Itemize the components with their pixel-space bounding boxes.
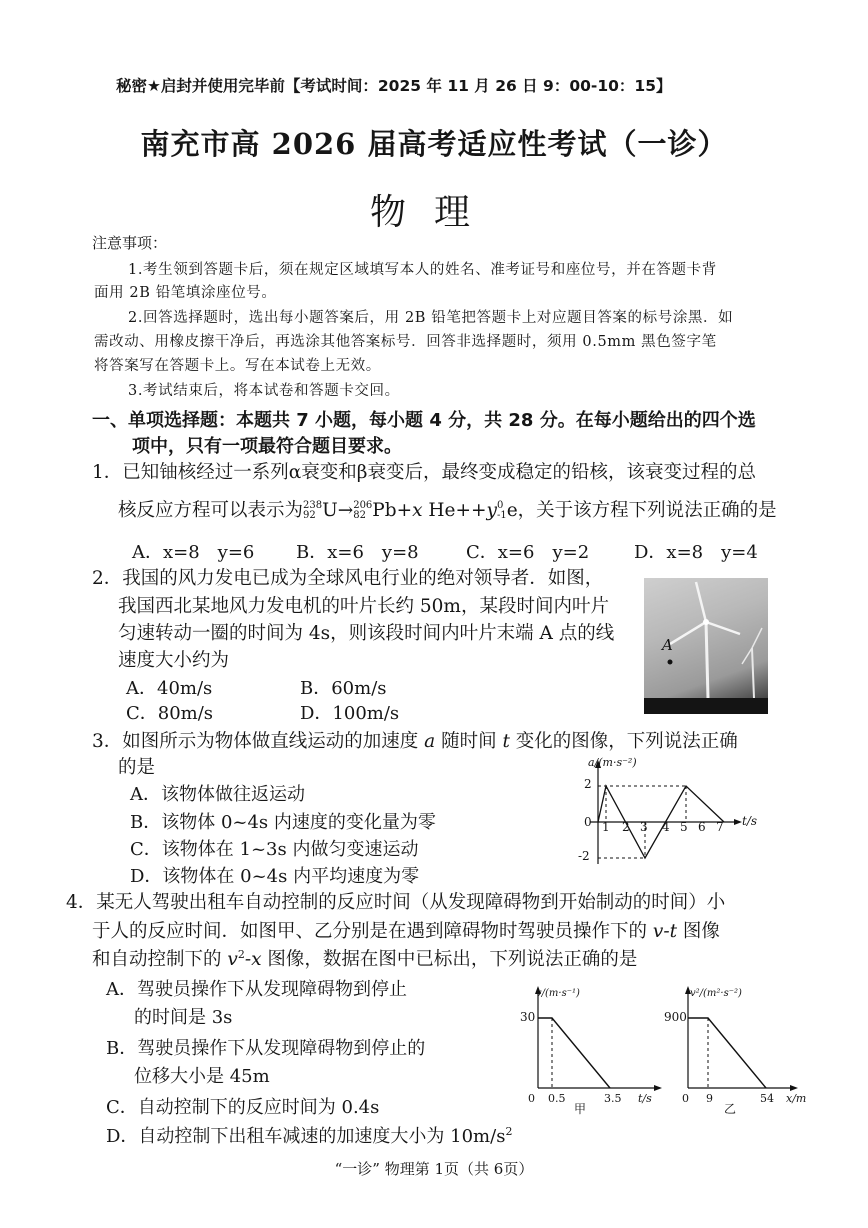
q4-yi-origin: 0 <box>682 1092 689 1105</box>
q3-graph-tick-3: 3 <box>640 820 648 834</box>
q4-line2: 于人的反应时间．如图甲、乙分别是在遇到障碍物时驾驶员操作下的 v-t 图像 <box>92 921 720 942</box>
section1-line2: 项中，只有一项最符合题目要求。 <box>132 436 402 457</box>
q1-option-c: C．x=6 y=2 <box>466 542 590 563</box>
q3-graph-tick-2: 2 <box>622 820 630 834</box>
q2-option-d: D．100m/s <box>300 703 400 724</box>
q4-option-a-line1: A．驾驶员操作下从发现障碍物到停止 <box>106 979 407 1000</box>
q4-jia-x1: 0.5 <box>548 1092 566 1105</box>
q3-graph-y-neg: -2 <box>578 849 590 863</box>
q4-line3: 和自动控制下的 $v^2-x$ 图像，数据在图中已标出，下列说法正确的是 <box>92 947 638 970</box>
notice-item1-line2: 面用 2B 铅笔填涂座位号。 <box>94 285 277 301</box>
q4-yi-y-val: 900 <box>664 1010 687 1024</box>
notice-item2-line2: 需改动、用橡皮擦干净后，再选涂其他答案标号．回答非选择题时，须用 0.5mm 黑色签字笔 <box>94 334 717 350</box>
q3-option-b: B．该物体 0~4s 内速度的变化量为零 <box>130 812 436 833</box>
q4-jia-x2: 3.5 <box>604 1092 622 1105</box>
q4-yi-x1: 9 <box>706 1092 713 1105</box>
page-footer: “一诊” 物理第 1页（共 6页） <box>334 1160 534 1178</box>
q3-graph-tick-5: 5 <box>680 820 688 834</box>
q2-line4: 速度大小约为 <box>118 650 230 671</box>
q4-jia-caption: 甲 <box>574 1102 587 1116</box>
q4-yi-caption: 乙 <box>724 1102 737 1116</box>
q2-line3: 匀速转动一圈的时间为 4s，则该段时间内叶片末端 A 点的线 <box>118 623 615 644</box>
q4-jia-xlabel: t/s <box>638 1092 652 1105</box>
exam-title: 南充市高 2026 届高考适应性考试（一诊） <box>140 127 728 161</box>
q4-jia-y-val: 30 <box>520 1010 536 1024</box>
q4-graph-jia <box>518 984 668 1094</box>
q4-option-c: C．自动控制下的反应时间为 0.4s <box>106 1097 380 1118</box>
q1-equation: 238 92 U→ 206 82 Pb+x He++y 0 -1 e <box>303 500 518 521</box>
point-a-marker <box>668 660 673 665</box>
section1-line1: 一、单项选择题：本题共 7 小题，每小题 4 分，共 28 分。在每小题给出的四个选 <box>92 410 756 431</box>
q3-line2: 的是 <box>118 757 156 778</box>
q3-option-d: D．该物体在 0~4s 内平均速度为零 <box>130 866 420 887</box>
confidential-header: 秘密★启封并使用完毕前【考试时间：2025 年 11 月 26 日 9：00-10：15】 <box>116 77 672 95</box>
q1-line1: 1．已知铀核经过一系列α衰变和β衰变后，最终变成稳定的铅核，该衰变过程的总 <box>92 462 756 483</box>
q3-graph-tick-1: 1 <box>602 820 610 834</box>
q2-option-a: A．40m/s <box>126 678 213 699</box>
q3-graph-tick-7: 7 <box>716 820 724 834</box>
subject-title: 物理 <box>369 192 498 233</box>
q4-jia-origin: 0 <box>528 1092 535 1105</box>
q3-option-a: A．该物体做往返运动 <box>130 784 305 805</box>
q4-option-a-line2: 的时间是 3s <box>134 1007 233 1028</box>
q1-line2: 核反应方程可以表示为 238 92 U→ 206 82 Pb+x He++y 0 -1 e，关于该方程下列说法正确的是 <box>118 500 777 521</box>
q3-option-c: C．该物体在 1~3s 内做匀变速运动 <box>130 839 419 860</box>
q4-yi-x2: 54 <box>760 1092 774 1105</box>
q4-option-d: D．自动控制下出租车减速的加速度大小为 $10m/s^2$ <box>106 1125 513 1147</box>
q2-line1: 2．我国的风力发电已成为全球风电行业的绝对领导者．如图， <box>92 568 604 589</box>
notice-item1-line1: 1.考生领到答题卡后，须在规定区域填写本人的姓名、准考证号和座位号，并在答题卡背 <box>128 262 717 278</box>
q4-yi-xlabel: x/m <box>786 1092 807 1105</box>
point-a-label: A <box>662 636 673 654</box>
q3-graph-tick-6: 6 <box>698 820 706 834</box>
q1-option-a: A．x=8 y=6 <box>132 542 255 563</box>
notice-item2-line3: 将答案写在答题卡上。写在本试卷上无效。 <box>94 358 381 374</box>
notice-item3: 3.考试结束后，将本试卷和答题卡交回。 <box>128 383 400 399</box>
q3-graph-ylabel: a/(m·s⁻²) <box>588 756 637 769</box>
notice-item2-line1: 2.回答选择题时，选出每小题答案后，用 2B 铅笔把答题卡上对应题目答案的标号涂黑．如 <box>128 310 734 326</box>
q4-graph-yi <box>676 984 816 1094</box>
q4-option-b-line1: B．驾驶员操作下从发现障碍物到停止的 <box>106 1038 426 1059</box>
q4-option-b-line2: 位移大小是 45m <box>134 1066 270 1087</box>
q2-line2: 我国西北某地风力发电机的叶片长约 50m，某段时间内叶片 <box>118 596 609 617</box>
q1-option-b: B．x=6 y=8 <box>296 542 419 563</box>
q4-jia-ylabel: v/(m·s⁻¹) <box>536 988 580 999</box>
q1-option-d: D．x=8 y=4 <box>634 542 758 563</box>
q4-line1: 4．某无人驾驶出租车自动控制的反应时间（从发现障碍物到开始制动的时间）小 <box>66 892 726 913</box>
q3-graph-y-pos: 2 <box>584 777 592 791</box>
notice-heading: 注意事项： <box>92 234 168 252</box>
q3-graph-xlabel: t/s <box>742 814 758 828</box>
q3-graph-origin: 0 <box>584 815 592 829</box>
q4-yi-ylabel: v²/(m²·s⁻²) <box>690 988 742 999</box>
q2-option-c: C．80m/s <box>126 703 214 724</box>
q3-line1: 3．如图所示为物体做直线运动的加速度 a 随时间 t 变化的图像，下列说法正确 <box>92 731 738 752</box>
wind-turbine-photo <box>644 578 768 714</box>
q2-option-b: B．60m/s <box>300 678 387 699</box>
q3-graph-tick-4: 4 <box>662 820 670 834</box>
